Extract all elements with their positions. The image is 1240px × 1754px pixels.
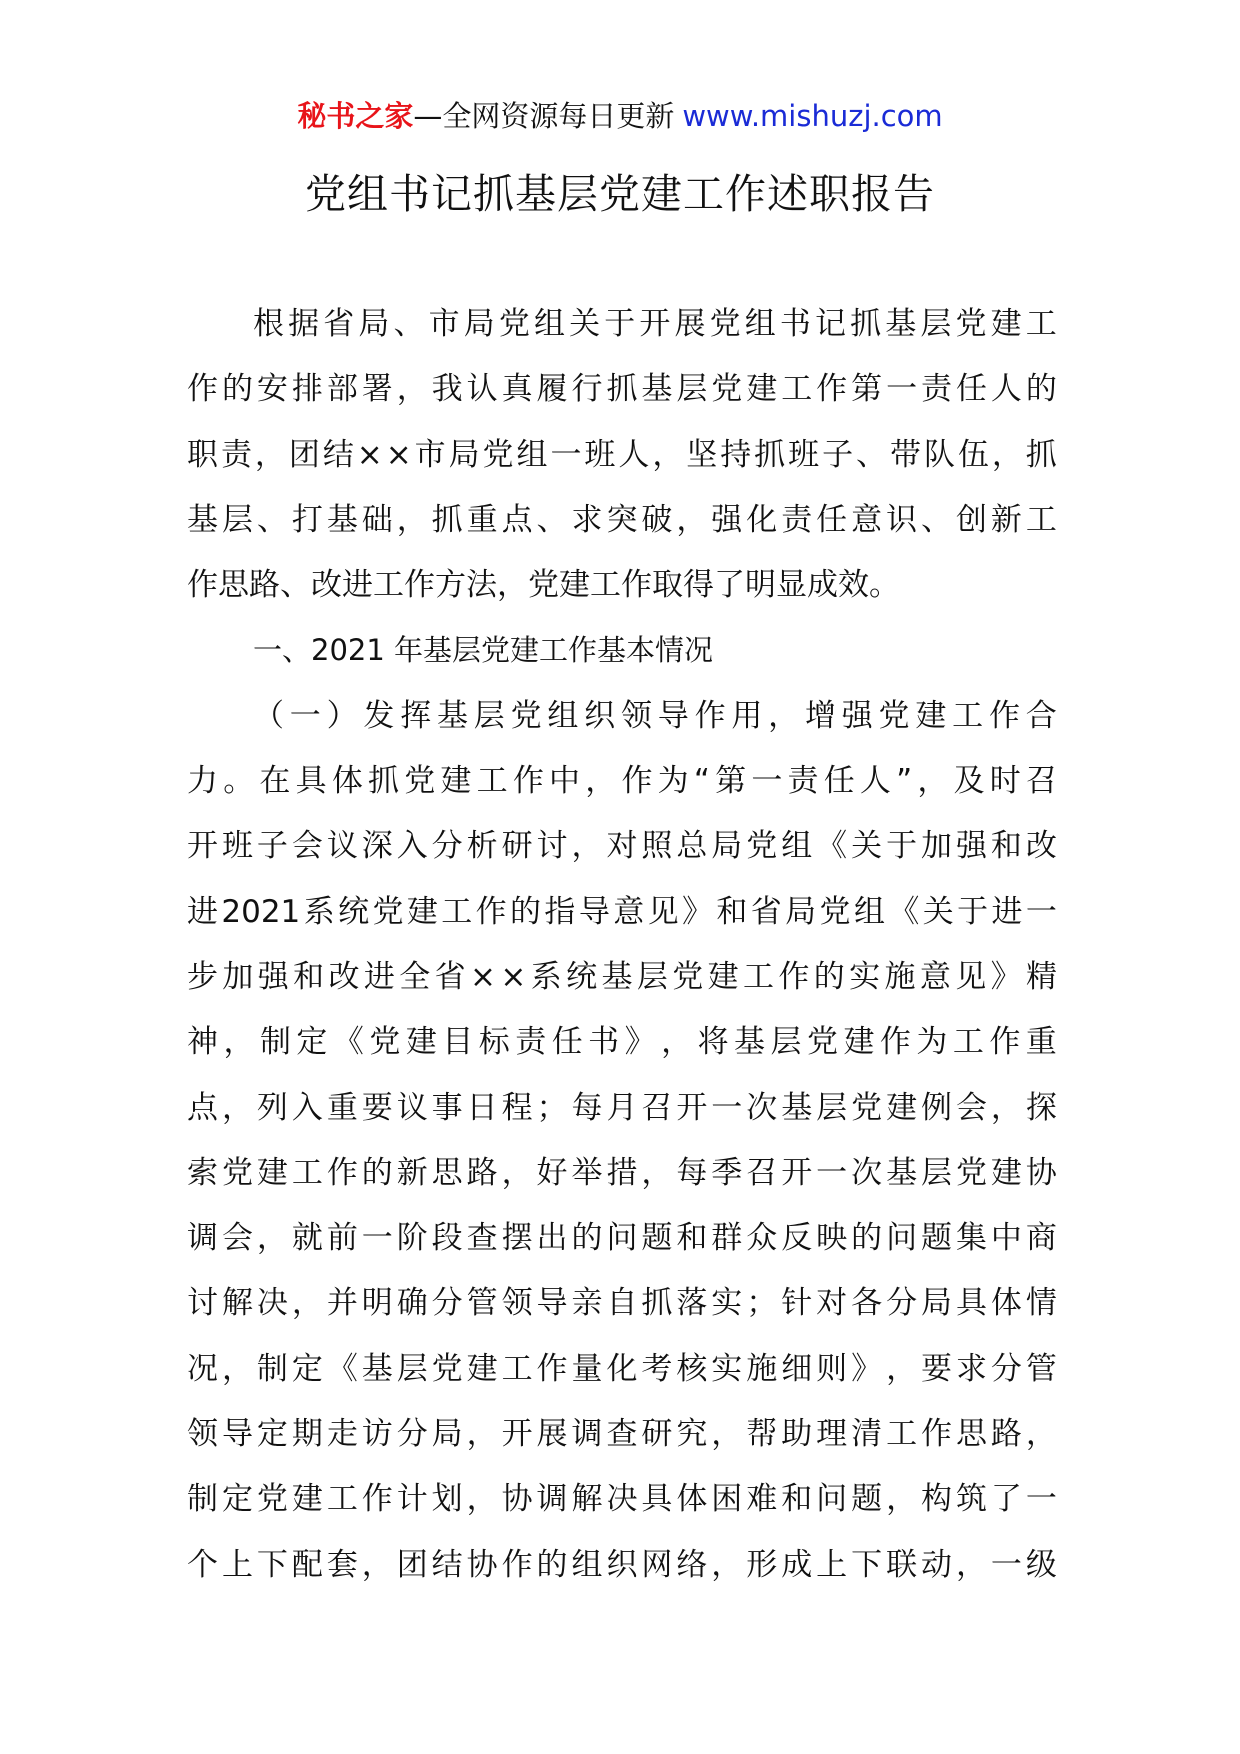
paragraph-line: （ 一 ） 发 挥 基 层 党 组 织 领 导 作 用 ， 增 强 党 建 工 作 合 — [253, 697, 1057, 734]
site-brand: 秘书之家 — [297, 99, 414, 133]
paragraph-line: 作 的 安 排 部 署 ， 我 认 真 履 行 抓 基 层 党 建 工 作 第 一 责 任 人 的 — [187, 371, 1057, 408]
paragraph-line: 神 ， 制 定 《 党 建 目 标 责 任 书 》 ， 将 基 层 党 建 作 为 工 作 重 — [187, 1024, 1057, 1061]
document-body — [187, 292, 1057, 1598]
paragraph-line: 制 定 党 建 工 作 计 划 ， 协 调 解 决 具 体 困 难 和 问 题 ， 构 筑 了 一 — [187, 1481, 1057, 1518]
paragraph-line: 况 ， 制 定 《 基 层 党 建 工 作 量 化 考 核 实 施 细 则 》 ， 要 求 分 管 — [187, 1350, 1057, 1387]
site-header — [0, 96, 1240, 136]
paragraph-line: 领 导 定 期 走 访 分 局 ， 开 展 调 查 研 究 ， 帮 助 理 清 工 作 思 路 ， — [187, 1416, 1057, 1453]
paragraph-line: 力 。 在 具 体 抓 党 建 工 作 中 ， 作 为 “ 第 一 责 任 人 ” ， 及 时 召 — [187, 763, 1057, 800]
paragraph-line: 进 2021 系 统 党 建 工 作 的 指 导 意 见 》 和 省 局 党 组 《 关 于 进 一 — [187, 893, 1057, 930]
paragraph-line: 根 据 省 局 、 市 局 党 组 关 于 开 展 党 组 书 记 抓 基 层 党 建 工 — [253, 306, 1057, 342]
paragraph-line: 作思路、改进工作方法，党建工作取得了明显成效。 — [187, 567, 900, 604]
paragraph-line: 讨 解 决 ， 并 明 确 分 管 领 导 亲 自 抓 落 实 ； 针 对 各 分 局 具 体 情 — [187, 1285, 1057, 1322]
paragraph-line: 基 层 、 打 基 础 ， 抓 重 点 、 求 突 破 ， 强 化 责 任 意 识 、 创 新 工 — [187, 501, 1057, 538]
site-tagline: —全网资源每日更新 — [413, 99, 675, 133]
paragraph-line: 个 上 下 配 套 ， 团 结 协 作 的 组 织 网 络 ， 形 成 上 下 联 动 ， 一 级 — [187, 1546, 1057, 1583]
paragraph-line: 职 责 ， 团 结 × × 市 局 党 组 一 班 人 ， 坚 持 抓 班 子 、 带 队 伍 ， 抓 — [187, 436, 1057, 473]
document-title: 党组书记抓基层党建工作述职报告 — [305, 170, 935, 218]
paragraph-line: 点 ， 列 入 重 要 议 事 日 程 ； 每 月 召 开 一 次 基 层 党 建 例 会 ， 探 — [187, 1089, 1057, 1126]
paragraph-line: 开 班 子 会 议 深 入 分 析 研 讨 ， 对 照 总 局 党 组 《 关 于 加 强 和 改 — [187, 828, 1057, 865]
paragraph-line: 索 党 建 工 作 的 新 思 路 ， 好 举 措 ， 每 季 召 开 一 次 基 层 党 建 协 — [187, 1154, 1057, 1191]
site-url-link[interactable]: www.mishuzj.com — [682, 99, 943, 133]
section-heading: 一、2021 年基层党建工作基本情况 — [253, 633, 714, 668]
paragraph-line: 调 会 ， 就 前 一 阶 段 查 摆 出 的 问 题 和 群 众 反 映 的 问 题 集 中 商 — [187, 1220, 1057, 1257]
paragraph-line: 步 加 强 和 改 进 全 省 × × 系 统 基 层 党 建 工 作 的 实 施 意 见 》 精 — [187, 958, 1057, 995]
